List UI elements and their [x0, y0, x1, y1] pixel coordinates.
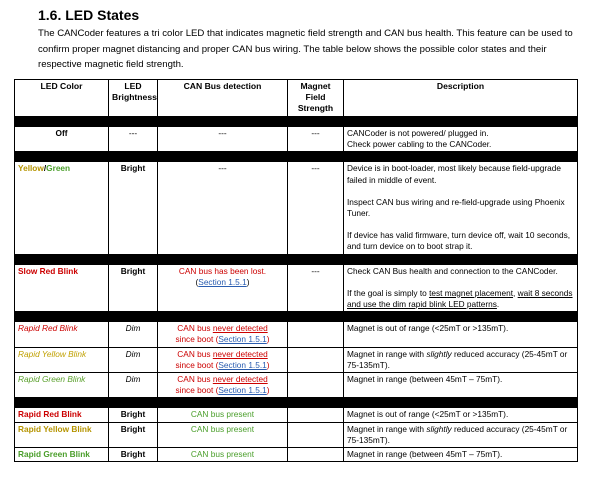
led-color-off: Off — [15, 127, 109, 152]
separator-row — [15, 398, 578, 408]
desc-text: Magnet is out of range (<25mT or >135mT). — [347, 409, 509, 420]
led-color-slow-red: Slow Red Blink — [15, 264, 109, 312]
description-cell — [344, 448, 578, 462]
magnet-cell: --- — [288, 127, 344, 152]
desc-text: reduced accuracy (25-45mT or 75-135mT). — [347, 423, 568, 445]
section-link[interactable]: Section 1.5.1 — [218, 334, 267, 345]
description-line: CANCoder is not powered/ plugged in. — [347, 128, 489, 138]
can-lost-text: CAN bus has been lost. — [178, 265, 267, 276]
can-cell — [158, 322, 288, 347]
brightness-cell: Bright — [109, 162, 158, 254]
brightness-cell: Dim — [109, 373, 158, 398]
description-cell — [344, 422, 578, 447]
magnet-cell — [288, 347, 344, 372]
desc-text: reduced accuracy (25-45mT or 75-135mT). — [347, 348, 568, 370]
can-underlined: never detected — [212, 323, 268, 334]
table-row-bright-yellow — [15, 422, 578, 447]
separator-row — [15, 117, 578, 127]
can-cell: CAN bus present — [158, 448, 288, 462]
table-row-dim-yellow — [15, 347, 578, 372]
can-cell — [158, 373, 288, 398]
test-magnet-link[interactable]: test magnet placement — [429, 287, 514, 298]
led-color-rapid-green-dim: Rapid Green Blink — [15, 373, 109, 398]
can-cell: CAN bus present — [158, 408, 288, 422]
desc-text: Magnet in range with — [347, 423, 427, 434]
description-paragraph: Device is in boot-loader, most likely because field-upgrade failed in middle of event. — [347, 163, 561, 185]
desc-underlined: wait 8 seconds and use the dim rapid blink LED patterns — [347, 287, 573, 310]
description-paragraph: Check CAN Bus health and connection to the CANCoder. — [347, 265, 558, 276]
led-states-table — [14, 79, 578, 462]
can-text: CAN bus — [177, 348, 213, 359]
separator-row — [15, 152, 578, 162]
description-paragraph: Inspect CAN bus wiring and re-field-upgrade using Phoenix Tuner. — [347, 196, 565, 219]
led-color-rapid-red-bright: Rapid Red Blink — [15, 408, 109, 422]
can-cell: --- — [158, 127, 288, 152]
magnet-cell — [288, 448, 344, 462]
magnet-cell: --- — [288, 162, 344, 254]
desc-italic: slightly — [426, 348, 452, 359]
desc-text: Magnet in range (between 45mT – 75mT). — [347, 374, 503, 385]
color-green-label: Green — [46, 163, 71, 174]
can-cell — [158, 347, 288, 372]
brightness-cell: Bright — [109, 448, 158, 462]
intro-paragraph: The CANCoder features a tri color LED that indicates magnetic field strength and CAN bus health. This feature can be used to confirm proper magnet distancing and proper CAN bus wiring. The table below shows the possible color states and their respective magnetic field strength. — [38, 28, 573, 70]
section-link[interactable] — [161, 277, 284, 288]
desc-text: , — [513, 287, 518, 298]
can-cell: CAN bus present — [158, 422, 288, 447]
desc-text: . — [496, 299, 500, 310]
can-text: since boot ( — [175, 334, 219, 345]
led-color-rapid-yellow-dim: Rapid Yellow Blink — [15, 347, 109, 372]
led-color-yellow-green — [15, 162, 109, 254]
header-description: Description — [344, 80, 578, 117]
brightness-cell: Bright — [109, 422, 158, 447]
header-magnet-field-strength: Magnet Field Strength — [288, 80, 344, 117]
description-cell — [344, 373, 578, 398]
can-text: CAN bus — [177, 323, 213, 334]
can-text: ) — [266, 385, 270, 396]
table-header-row — [15, 80, 578, 117]
paren-open: ( — [195, 276, 199, 287]
table-row-dim-red — [15, 322, 578, 347]
led-color-rapid-red-dim: Rapid Red Blink — [15, 322, 109, 347]
header-led-color: LED Color — [15, 80, 109, 117]
magnet-cell: --- — [288, 264, 344, 312]
header-can-bus-detection: CAN Bus detection — [158, 80, 288, 117]
can-underlined: never detected — [212, 374, 268, 385]
brightness-cell: --- — [109, 127, 158, 152]
desc-italic: slightly — [426, 423, 452, 434]
table-row-off — [15, 127, 578, 152]
brightness-cell: Dim — [109, 347, 158, 372]
paren-close: ) — [246, 276, 250, 287]
can-text: ) — [266, 334, 270, 345]
header-led-brightness: LED Brightness — [109, 80, 158, 117]
magnet-cell — [288, 408, 344, 422]
can-text: ) — [266, 359, 270, 370]
color-separator: / — [43, 163, 47, 174]
section-link[interactable]: Section 1.5.1 — [218, 385, 267, 396]
description-cell — [344, 322, 578, 347]
section-link-text[interactable]: Section 1.5.1 — [198, 276, 247, 287]
description-paragraph — [347, 288, 574, 310]
description-cell — [344, 264, 578, 312]
brightness-cell: Dim — [109, 322, 158, 347]
desc-text: Magnet in range with — [347, 348, 427, 359]
separator-row — [15, 254, 578, 264]
desc-text: Magnet in range (between 45mT – 75mT). — [347, 449, 503, 460]
description-cell — [344, 408, 578, 422]
brightness-cell: Bright — [109, 264, 158, 312]
can-underlined: never detected — [212, 348, 268, 359]
magnet-cell — [288, 373, 344, 398]
desc-text: Magnet is out of range (<25mT or >135mT). — [347, 323, 509, 334]
color-yellow-label: Yellow — [18, 163, 44, 174]
magnet-cell — [288, 422, 344, 447]
can-text: since boot ( — [175, 359, 219, 370]
description-cell — [344, 162, 578, 254]
table-row-dim-green — [15, 373, 578, 398]
magnet-cell — [288, 322, 344, 347]
can-cell — [158, 264, 288, 312]
description-cell — [344, 127, 578, 152]
can-text: since boot ( — [175, 385, 219, 396]
led-color-rapid-yellow-bright: Rapid Yellow Blink — [15, 422, 109, 447]
desc-text: If the goal is simply to — [347, 287, 430, 298]
separator-row — [15, 312, 578, 322]
description-paragraph: If device has valid firmware, turn device off, wait 10 seconds, and turn device on to boot strap it. — [347, 230, 571, 252]
table-row-bright-red — [15, 408, 578, 422]
section-link[interactable]: Section 1.5.1 — [218, 359, 267, 370]
can-text: CAN bus — [177, 374, 213, 385]
led-color-rapid-green-bright: Rapid Green Blink — [15, 448, 109, 462]
brightness-cell: Bright — [109, 408, 158, 422]
table-row-yellow-green — [15, 162, 578, 254]
description-line: Check power cabling to the CANCoder. — [347, 139, 492, 150]
description-cell — [344, 347, 578, 372]
can-cell: --- — [158, 162, 288, 254]
section-heading: 1.6. LED States — [38, 7, 140, 23]
table-row-bright-green — [15, 448, 578, 462]
table-row-slow-red — [15, 264, 578, 312]
